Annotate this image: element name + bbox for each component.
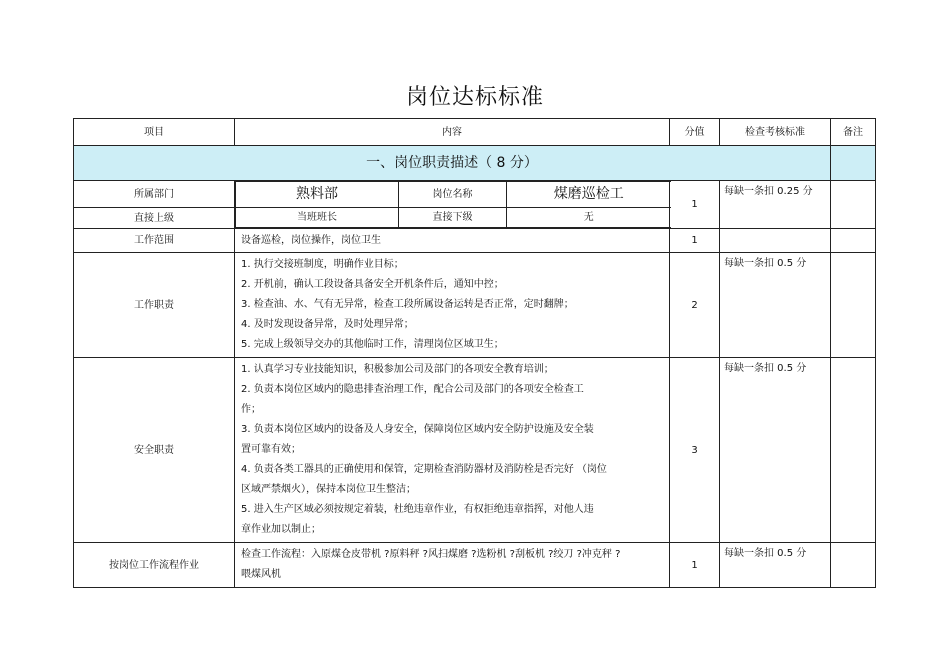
table-row-duties — [74, 253, 876, 358]
duty-line: 3. 检查油、水、气有无异常，检查工段所属设备运转是否正常，定时翻牌； — [241, 299, 574, 310]
table-row-scope — [74, 229, 876, 253]
superior-label: 直接上级 — [74, 208, 235, 229]
duties-standard: 每缺一条扣 0.5 分 — [720, 253, 831, 358]
scope-standard — [720, 229, 831, 253]
section-title: 一、岗位职责描述（ 8 分） — [74, 146, 831, 181]
safety-line: 置可靠有效； — [241, 444, 301, 455]
safety-line: 作； — [241, 404, 261, 415]
safety-line: 4. 负责各类工器具的正确使用和保管，定期检查消防器材及消防栓是否完好 （岗位 — [241, 464, 607, 475]
duties-content — [235, 253, 670, 358]
process-standard: 每缺一条扣 0.5 分 — [720, 543, 831, 588]
dept-label: 所属部门 — [74, 181, 235, 208]
process-line: 喂煤风机 — [241, 569, 281, 580]
section-remark — [831, 146, 876, 181]
duty-line: 4. 及时发现设备异常，及时处理异常； — [241, 319, 414, 330]
safety-score: 3 — [670, 358, 720, 543]
duty-line: 5. 完成上级领导交办的其他临时工作，清理岗位区域卫生； — [241, 339, 504, 350]
dept-value: 熟料部 — [236, 182, 399, 208]
table-row-dept — [74, 181, 876, 208]
safety-line: 3. 负责本岗位区域内的设备及人身安全，保障岗位区域内安全防护设施及安全装 — [241, 424, 594, 435]
document-title: 岗位达标标准 — [405, 85, 544, 110]
safety-line: 章作业加以制止； — [241, 524, 321, 535]
process-label: 按岗位工作流程作业 — [74, 543, 235, 588]
process-line: 检查工作流程：入原煤仓皮带机 ?原料秤 ?风扫煤磨 ?选粉机 ?刮板机 ?绞刀 ?冲克秤 ? — [241, 549, 621, 560]
subordinate-value: 无 — [507, 208, 671, 228]
scope-label: 工作范围 — [74, 229, 235, 253]
safety-line: 区域严禁烟火），保持本岗位卫生整洁； — [241, 484, 416, 495]
scope-score: 1 — [670, 229, 720, 253]
safety-content — [235, 358, 670, 543]
safety-line: 2. 负责本岗位区域内的隐患排查治理工作，配合公司及部门的各项安全检查工 — [241, 384, 584, 395]
subordinate-label: 直接下级 — [399, 208, 507, 228]
table-row-process — [74, 543, 876, 588]
safety-standard: 每缺一条扣 0.5 分 — [720, 358, 831, 543]
safety-label: 安全职责 — [74, 358, 235, 543]
section-row — [74, 146, 876, 181]
safety-line: 5. 进入生产区域必须按规定着装，杜绝违章作业，有权拒绝违章指挥，对他人违 — [241, 504, 594, 515]
duty-line: 2. 开机前，确认工段设备具备安全开机条件后，通知中控； — [241, 279, 504, 290]
info-remark — [831, 181, 876, 229]
info-score: 1 — [670, 181, 720, 229]
header-item: 项目 — [74, 119, 235, 146]
header-score: 分值 — [670, 119, 720, 146]
post-value: 煤磨巡检工 — [507, 182, 671, 208]
safety-line: 1. 认真学习专业技能知识，积极参加公司及部门的各项安全教育培训； — [241, 364, 554, 375]
standards-table — [73, 118, 876, 588]
info-standard: 每缺一条扣 0.25 分 — [720, 181, 831, 229]
superior-value: 当班班长 — [236, 208, 399, 228]
duties-remark — [831, 253, 876, 358]
header-standard: 检查考核标准 — [720, 119, 831, 146]
table-header-row — [74, 119, 876, 146]
process-content — [235, 543, 670, 588]
post-label: 岗位名称 — [399, 182, 507, 208]
info-grid-cell — [235, 181, 670, 229]
info-grid — [235, 181, 671, 228]
header-content: 内容 — [235, 119, 670, 146]
scope-remark — [831, 229, 876, 253]
safety-remark — [831, 358, 876, 543]
scope-content: 设备巡检，岗位操作，岗位卫生 — [235, 229, 670, 253]
process-score: 1 — [670, 543, 720, 588]
duty-line: 1. 执行交接班制度，明确作业目标； — [241, 259, 404, 270]
duties-score: 2 — [670, 253, 720, 358]
table-row-safety — [74, 358, 876, 543]
process-remark — [831, 543, 876, 588]
duties-label: 工作职责 — [74, 253, 235, 358]
header-remark: 备注 — [831, 119, 876, 146]
